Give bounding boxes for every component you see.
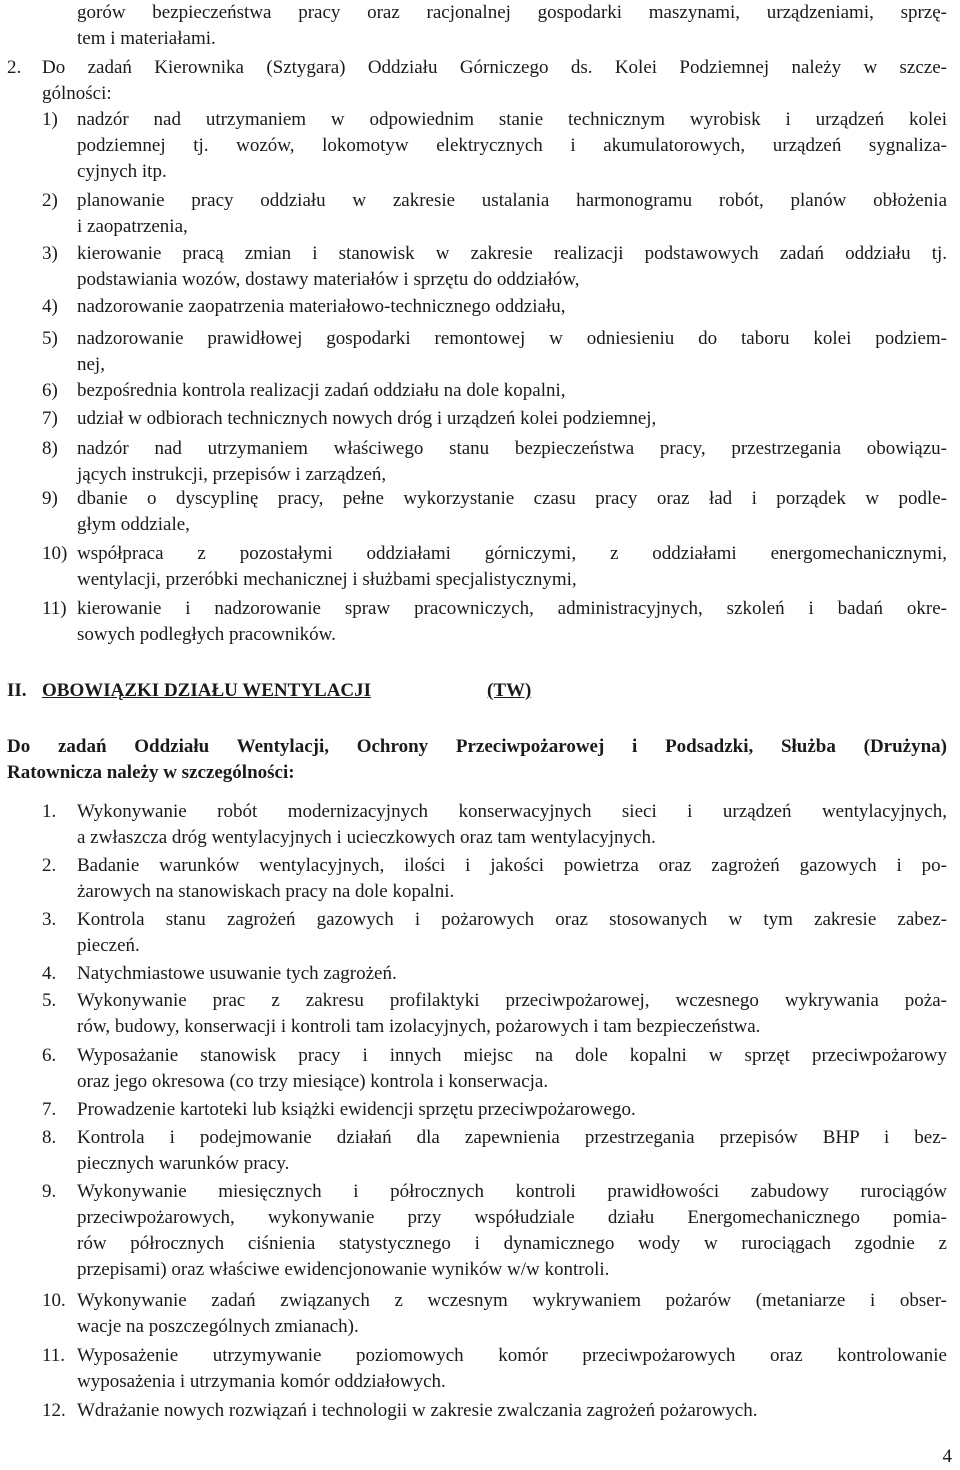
item-2-text-line-1: Do zadań Kierownika (Sztygara) Oddziału Górniczego ds. Kolei Podziemnej należy w szcze- — [42, 57, 947, 78]
section-title: OBOWIĄZKI DZIAŁU WENTYLACJI — [42, 680, 372, 701]
list-item-text-line: Prowadzenie kartoteki lub książki ewidencji sprzętu przeciwpożarowego. — [77, 1099, 636, 1120]
section-roman-numeral: II. — [7, 680, 27, 701]
list-item-number: 9) — [42, 488, 58, 509]
list-item-number: 12. — [42, 1400, 66, 1421]
list-item-number: 2) — [42, 190, 58, 211]
list-item-number: 6) — [42, 380, 58, 401]
list-item-text-line: żarowych na stanowiskach pracy na dole kopalni. — [77, 881, 455, 902]
list-item-number: 8. — [42, 1127, 57, 1148]
list-item-text-line: Kontrola stanu zagrożeń gazowych i pożarowych oraz stosowanych w tym zakresie zabez- — [77, 909, 947, 930]
continuation-line-1: gorów bezpieczeństwa pracy oraz racjonalnej gospodarki maszynami, urządzeniami, sprzę- — [77, 2, 947, 23]
list-item-text-line: rów, budowy, konserwacji i kontroli tam izolacyjnych, pożarowych i tam bezpieczeństwa. — [77, 1016, 761, 1037]
list-item-text-line: oraz jego okresowa (co trzy miesiące) kontrola i konserwacja. — [77, 1071, 549, 1092]
section-intro-line-1: Do zadań Oddziału Wentylacji, Ochrony Przeciwpożarowej i Podsadzki, Służba (Drużyna) — [7, 736, 947, 757]
list-item-text-line: piecznych warunków pracy. — [77, 1153, 290, 1174]
list-item-text-line: bezpośrednia kontrola realizacji zadań oddziału na dole kopalni, — [77, 380, 566, 401]
list-item-text-line: udział w odbiorach technicznych nowych dróg i urządzeń kolei podziemnej, — [77, 408, 657, 429]
list-item-text-line: nej, — [77, 354, 105, 375]
list-item-text-line: Wykonywanie miesięcznych i półrocznych kontroli prawidłowości zabudowy rurociągów — [77, 1181, 947, 1202]
list-item-text-line: przepisami) oraz właściwe ewidencjonowanie wyników w/w kontroli. — [77, 1259, 610, 1280]
continuation-line-2: tem i materiałami. — [77, 28, 216, 49]
list-item-text-line: Wykonywanie zadań związanych z wczesnym wykrywaniem pożarów (metaniarze i obser- — [77, 1290, 947, 1311]
list-item-number: 9. — [42, 1181, 57, 1202]
list-item-text-line: Wyposażenie utrzymywanie poziomowych komór przeciwpożarowych oraz kontrolowanie — [77, 1345, 947, 1366]
page-number: 4 — [942, 1446, 952, 1467]
list-item-number: 3) — [42, 243, 58, 264]
list-item-text-line: Natychmiastowe usuwanie tych zagrożeń. — [77, 963, 397, 984]
list-item-text-line: jących instrukcji, przepisów i zarządzeń, — [77, 464, 387, 485]
list-item-number: 5) — [42, 328, 58, 349]
list-item-text-line: cyjnych itp. — [77, 161, 167, 182]
list-item-number: 10) — [42, 543, 68, 564]
list-item-text-line: nadzorowanie prawidłowej gospodarki remontowej w odniesieniu do taboru kolei podziem- — [77, 328, 947, 349]
section-abbreviation: (TW) — [487, 680, 532, 701]
list-item-number: 2. — [42, 855, 57, 876]
list-item-number: 10. — [42, 1290, 66, 1311]
list-item-text-line: dbanie o dyscyplinę pracy, pełne wykorzystanie czasu pracy oraz ład i porządek w podle- — [77, 488, 947, 509]
list-item-text-line: nadzór nad utrzymaniem właściwego stanu bezpieczeństwa pracy, przestrzegania obowiązu- — [77, 438, 947, 459]
list-item-number: 8) — [42, 438, 58, 459]
list-item-text-line: nadzorowanie zaopatrzenia materiałowo-technicznego oddziału, — [77, 296, 566, 317]
list-item-text-line: Wdrażanie nowych rozwiązań i technologii w zakresie zwalczania zagrożeń pożarowych. — [77, 1400, 758, 1421]
list-item-text-line: rów półrocznych ciśnienia statystycznego i dynamicznego wody w rurociągach zgodnie z — [77, 1233, 947, 1254]
list-item-text-line: pieczeń. — [77, 935, 140, 956]
list-item-number: 11) — [42, 598, 67, 619]
list-item-text-line: współpraca z pozostałymi oddziałami górniczymi, z oddziałami energomechanicznymi, — [77, 543, 947, 564]
list-item-text-line: podstawiania wozów, dostawy materiałów i sprzętu do oddziałów, — [77, 269, 580, 290]
list-item-text-line: podziemnej tj. wozów, lokomotyw elektrycznych i akumulatorowych, urządzeń sygnaliza- — [77, 135, 947, 156]
list-item-number: 1. — [42, 801, 57, 822]
list-item-number: 7. — [42, 1099, 57, 1120]
list-item-text-line: i zaopatrzenia, — [77, 216, 188, 237]
list-item-number: 11. — [42, 1345, 66, 1366]
list-item-text-line: głym oddziale, — [77, 514, 190, 535]
list-item-number: 7) — [42, 408, 58, 429]
item-2-number: 2. — [7, 57, 22, 78]
list-item-text-line: wacje na poszczególnych zmianach). — [77, 1316, 359, 1337]
list-item-text-line: nadzór nad utrzymaniem w odpowiednim stanie technicznym wyrobisk i urządzeń kolei — [77, 109, 947, 130]
list-item-text-line: Kontrola i podejmowanie działań dla zapewnienia przestrzegania przepisów BHP i bez- — [77, 1127, 947, 1148]
item-2-text-line-2: gólności: — [42, 83, 112, 104]
list-item-text-line: kierowanie i nadzorowanie spraw pracowniczych, administracyjnych, szkoleń i badań okre- — [77, 598, 947, 619]
list-item-number: 3. — [42, 909, 57, 930]
list-item-number: 5. — [42, 990, 57, 1011]
list-item-text-line: Wykonywanie prac z zakresu profilaktyki przeciwpożarowej, wczesnego wykrywania poża- — [77, 990, 947, 1011]
list-item-text-line: wyposażenia i utrzymania komór oddziałowych. — [77, 1371, 446, 1392]
list-item-number: 4. — [42, 963, 57, 984]
list-item-text-line: kierowanie pracą zmian i stanowisk w zakresie realizacji podstawowych zadań oddziału tj. — [77, 243, 947, 264]
list-item-text-line: wentylacji, przeróbki mechanicznej i służbami specjalistycznymi, — [77, 569, 577, 590]
list-item-text-line: Badanie warunków wentylacyjnych, ilości i jakości powietrza oraz zagrożeń gazowych i po- — [77, 855, 947, 876]
list-item-text-line: planowanie pracy oddziału w zakresie ustalania harmonogramu robót, planów obłożenia — [77, 190, 947, 211]
list-item-text-line: Wyposażanie stanowisk pracy i innych miejsc na dole kopalni w sprzęt przeciwpożarowy — [77, 1045, 947, 1066]
list-item-text-line: przeciwpożarowych, wykonywanie przy współudziale działu Energomechanicznego pomia- — [77, 1207, 947, 1228]
list-item-text-line: Wykonywanie robót modernizacyjnych konserwacyjnych sieci i urządzeń wentylacyjnych, — [77, 801, 947, 822]
section-heading — [7, 678, 567, 704]
list-item-number: 4) — [42, 296, 58, 317]
section-intro-line-2: Ratownicza należy w szczególności: — [7, 762, 295, 783]
list-item-text-line: a zwłaszcza dróg wentylacyjnych i ucieczkowych oraz tam wentylacyjnych. — [77, 827, 656, 848]
list-item-text-line: sowych podległych pracowników. — [77, 624, 336, 645]
list-item-number: 1) — [42, 109, 58, 130]
list-item-number: 6. — [42, 1045, 57, 1066]
